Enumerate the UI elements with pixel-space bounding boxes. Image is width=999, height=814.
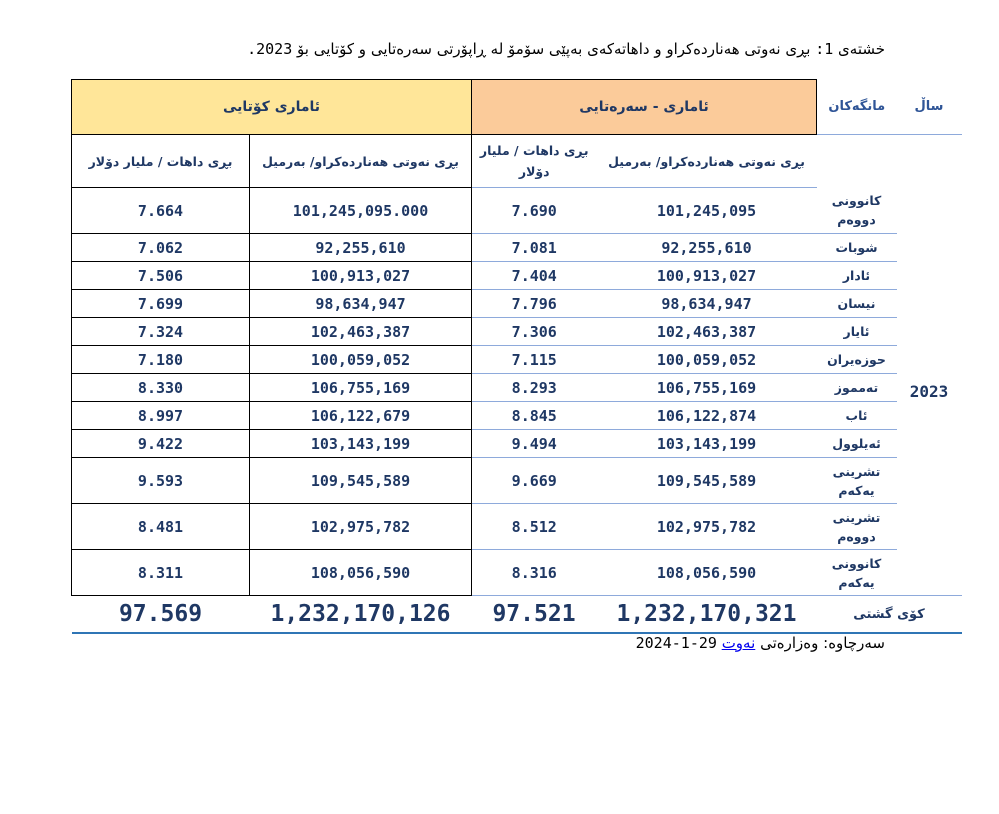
final-revenue-cell: 7.062 xyxy=(72,234,250,262)
month-cell: حوزەیران xyxy=(817,346,897,374)
final-revenue-cell: 7.324 xyxy=(72,318,250,346)
caption-prefix: خشتەی xyxy=(838,40,885,58)
prelim-barrels-cell: 106,755,169 xyxy=(597,374,817,402)
source-date: 29-1-2024 xyxy=(635,634,717,652)
prelim-barrels-cell: 92,255,610 xyxy=(597,234,817,262)
table-caption xyxy=(247,40,885,58)
total-row xyxy=(72,596,962,634)
prelim-revenue-cell: 9.669 xyxy=(472,458,597,504)
final-barrels-cell: 102,975,782 xyxy=(250,504,472,550)
prelim-revenue-cell: 8.512 xyxy=(472,504,597,550)
total-final-revenue: 97.569 xyxy=(72,596,250,634)
prelim-barrels-cell: 102,975,782 xyxy=(597,504,817,550)
table-row xyxy=(72,504,962,550)
prelim-revenue-header: بڕی داهات / ملیار دۆلار xyxy=(472,135,597,188)
final-barrels-cell: 103,143,199 xyxy=(250,430,472,458)
month-cell: ئایار xyxy=(817,318,897,346)
prelim-barrels-header: بڕی نەوتی هەناردەکراو/ بەرمیل xyxy=(597,135,817,188)
final-barrels-cell: 106,122,679 xyxy=(250,402,472,430)
final-barrels-header: بڕی نەوتی هەناردەکراو/ بەرمیل xyxy=(250,135,472,188)
prelim-revenue-cell: 7.690 xyxy=(472,188,597,234)
final-barrels-cell: 101,245,095.000 xyxy=(250,188,472,234)
prelim-barrels-cell: 98,634,947 xyxy=(597,290,817,318)
prelim-revenue-cell: 8.316 xyxy=(472,550,597,596)
prelim-revenue-cell: 7.404 xyxy=(472,262,597,290)
final-revenue-header: بڕی داهات / ملیار دۆلار xyxy=(72,135,250,188)
final-barrels-cell: 102,463,387 xyxy=(250,318,472,346)
month-cell: ئەیلوول xyxy=(817,430,897,458)
caption-text: بڕی نەوتی هەناردەکراو و داهاتەکەی بەپێی سۆمۆ لە ڕاپۆرتی سەرەتایی و کۆتایی بۆ xyxy=(297,40,811,58)
final-revenue-cell: 7.699 xyxy=(72,290,250,318)
final-barrels-cell: 100,059,052 xyxy=(250,346,472,374)
prelim-revenue-cell: 9.494 xyxy=(472,430,597,458)
final-stats-header: ئاماری کۆتایی xyxy=(72,80,472,135)
prelim-barrels-cell: 100,059,052 xyxy=(597,346,817,374)
prelim-barrels-cell: 101,245,095 xyxy=(597,188,817,234)
month-cell: کانوونی دووەم xyxy=(817,188,897,234)
final-revenue-cell: 7.506 xyxy=(72,262,250,290)
total-prelim-revenue: 97.521 xyxy=(472,596,597,634)
year-cell: 2023 xyxy=(909,381,949,401)
table-row xyxy=(72,290,962,318)
final-barrels-cell: 106,755,169 xyxy=(250,374,472,402)
table-row xyxy=(72,318,962,346)
prelim-revenue-cell: 8.293 xyxy=(472,374,597,402)
final-revenue-cell: 9.593 xyxy=(72,458,250,504)
final-revenue-cell: 8.311 xyxy=(72,550,250,596)
final-revenue-cell: 9.422 xyxy=(72,430,250,458)
month-cell: تشرینی دووەم xyxy=(817,504,897,550)
caption-year: 2023. xyxy=(247,40,293,58)
preliminary-stats-header: ئاماری - سەرەتایی xyxy=(472,80,817,135)
year-header: ساڵ xyxy=(897,80,962,135)
month-cell: کانوونی یەکەم xyxy=(817,550,897,596)
source-link[interactable]: نەوت xyxy=(721,634,756,652)
month-cell: شوبات xyxy=(817,234,897,262)
final-barrels-cell: 109,545,589 xyxy=(250,458,472,504)
prelim-barrels-cell: 109,545,589 xyxy=(597,458,817,504)
prelim-barrels-cell: 108,056,590 xyxy=(597,550,817,596)
caption-number: 1: xyxy=(815,40,834,58)
total-label: کۆی گشتی xyxy=(817,596,962,634)
table-row xyxy=(72,550,962,596)
table-row xyxy=(72,262,962,290)
month-cell: نیسان xyxy=(817,290,897,318)
prelim-barrels-cell: 106,122,874 xyxy=(597,402,817,430)
prelim-barrels-cell: 103,143,199 xyxy=(597,430,817,458)
table-row xyxy=(72,374,962,402)
final-revenue-cell: 8.481 xyxy=(72,504,250,550)
total-prelim-barrels: 1,232,170,321 xyxy=(597,596,817,634)
total-final-barrels: 1,232,170,126 xyxy=(250,596,472,634)
months-header: مانگەکان xyxy=(817,80,897,135)
table-row xyxy=(72,402,962,430)
prelim-revenue-cell: 7.306 xyxy=(472,318,597,346)
final-revenue-cell: 7.664 xyxy=(72,188,250,234)
source-label: سەرچاوە: xyxy=(823,634,885,652)
final-barrels-cell: 92,255,610 xyxy=(250,234,472,262)
prelim-revenue-cell: 8.845 xyxy=(472,402,597,430)
source-note xyxy=(636,634,885,652)
final-revenue-cell: 8.330 xyxy=(72,374,250,402)
final-revenue-cell: 7.180 xyxy=(72,346,250,374)
final-barrels-cell: 108,056,590 xyxy=(250,550,472,596)
final-revenue-cell: 8.997 xyxy=(72,402,250,430)
month-cell: ئاب xyxy=(817,402,897,430)
table-row xyxy=(72,234,962,262)
final-barrels-cell: 100,913,027 xyxy=(250,262,472,290)
prelim-barrels-cell: 100,913,027 xyxy=(597,262,817,290)
month-cell: تەمموز xyxy=(817,374,897,402)
year-subheader-blank xyxy=(897,135,962,188)
source-ministry: وەزارەتی xyxy=(760,634,819,652)
month-cell: تشرینی یەکەم xyxy=(817,458,897,504)
table-row xyxy=(72,458,962,504)
prelim-revenue-cell: 7.115 xyxy=(472,346,597,374)
prelim-barrels-cell: 102,463,387 xyxy=(597,318,817,346)
table-row xyxy=(72,430,962,458)
month-cell: ئادار xyxy=(817,262,897,290)
prelim-revenue-cell: 7.081 xyxy=(472,234,597,262)
table-row xyxy=(72,188,962,234)
final-barrels-cell: 98,634,947 xyxy=(250,290,472,318)
months-subheader-blank xyxy=(817,135,897,188)
table-row xyxy=(72,346,962,374)
oil-export-table xyxy=(71,79,962,634)
prelim-revenue-cell: 7.796 xyxy=(472,290,597,318)
